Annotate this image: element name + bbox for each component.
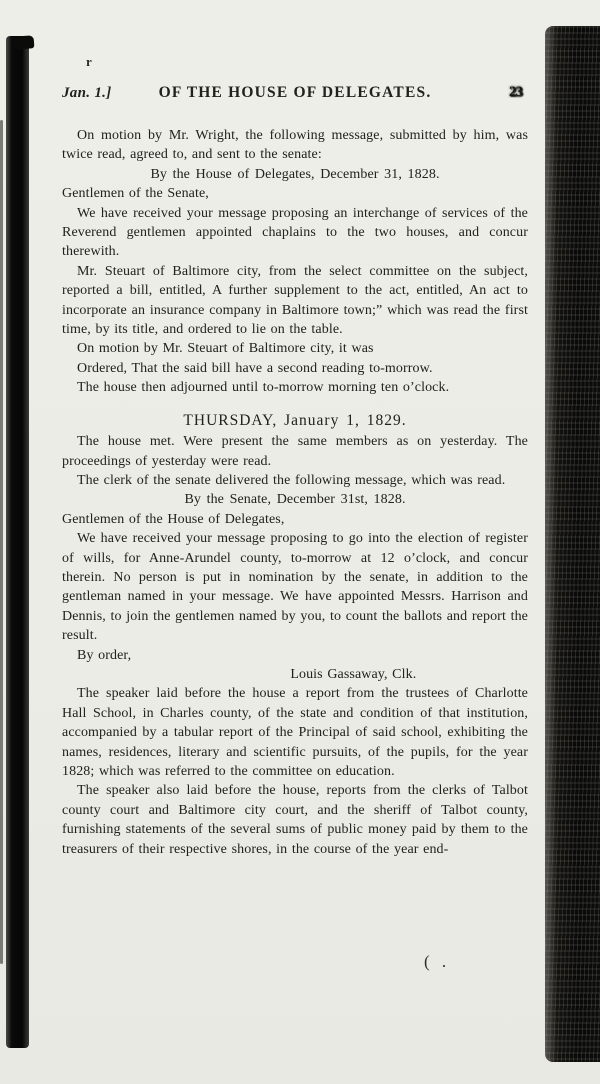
paragraph: On motion by Mr. Steuart of Baltimore city, it was: [77, 341, 374, 357]
paragraph: We have received your message proposing to go into the election of register of wills, for Anne-Arundel county, to-morrow at 12 o’clock, and concur therein. No person is put in nomination by the senate, in addition to the gentleman named in your message. We have appointed Messrs. Harrison and Dennis, to join the gentlemen named by you, to count the ballots and report the result.: [62, 531, 528, 644]
paragraph: THURSDAY, January 1, 1829.: [183, 411, 407, 429]
paragraph-list: [62, 126, 528, 859]
paragraph: By the Senate, December 31st, 1828.: [184, 492, 406, 508]
paragraph: Louis Gassaway, Clk.: [290, 666, 417, 682]
book-binding-shadow: [6, 36, 29, 1048]
ink-mark: r: [86, 54, 92, 69]
paragraph: Mr. Steuart of Baltimore city, from the select committee on the subject, reported a bill, entitled, A further supplement to the act, entitled, An act to incorporate an insurance company in Baltimore town;” which was read the first time, by its title, and ordered to lie on the table.: [62, 263, 528, 338]
paragraph: Gentlemen of the Senate,: [62, 186, 209, 202]
paragraph: The house then adjourned until to-morrow morning ten o’clock.: [77, 380, 450, 396]
paragraph: The speaker laid before the house a report from the trustees of Charlotte Hall School, in Charles county, of the state and condition of that institution, accompanied by a tabular report of the Principal of said school, exhibiting the names, residences, literary and scientific pursuits, of the pupils, for the year 1828; which was referred to the committee on education.: [62, 686, 528, 779]
running-header-date: Jan. 1.]: [62, 85, 112, 101]
paragraph: Gentlemen of the House of Delegates,: [62, 511, 285, 527]
paragraph: By order,: [77, 647, 132, 663]
running-header: [62, 84, 528, 108]
paragraph: By the House of Delegates, December 31, 1828.: [150, 166, 440, 182]
paragraph: On motion by Mr. Wright, the following message, submitted by him, was twice read, agreed to, and sent to the senate:: [62, 128, 528, 163]
paragraph: The speaker also laid before the house, reports from the clerks of Talbot county court and Baltimore city court, and the sheriff of Talbot county, furnishing statements of the several sums of public money paid by them to the treasurers of their respective shores, in the course of the year end-: [62, 783, 528, 857]
running-header-title: OF THE HOUSE OF DELEGATES.: [158, 84, 432, 101]
paragraph: The house met. Were present the same members as on yesterday. The proceedings of yesterday were read.: [62, 434, 528, 469]
printed-page: [30, 0, 544, 1084]
ink-blot: [12, 35, 35, 50]
paragraph: The clerk of the senate delivered the following message, which was read.: [77, 472, 506, 488]
paragraph: Ordered, That the said bill have a second reading to-morrow.: [77, 360, 433, 376]
page-edge-line: [0, 120, 3, 964]
paragraph: We have received your message proposing an interchange of services of the Reverend gentlemen appointed chaplains to the two houses, and concur therewith.: [62, 205, 528, 260]
page-edge-shadow: [545, 26, 600, 1062]
ink-mark: ( .: [424, 952, 451, 971]
page-number: 23: [509, 84, 522, 100]
